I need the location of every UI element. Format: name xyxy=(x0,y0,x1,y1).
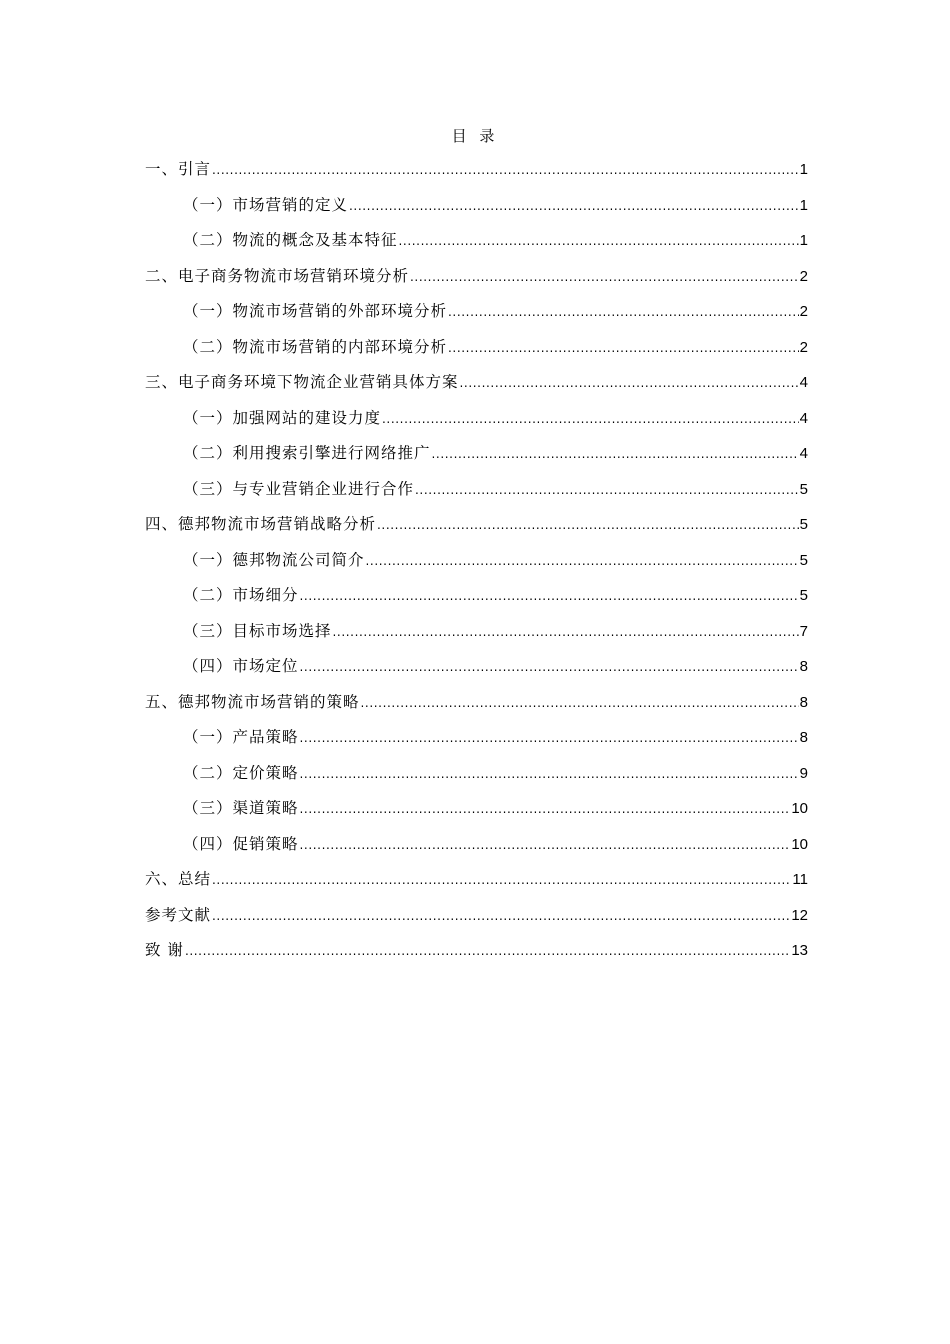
toc-entry-page-number: 7 xyxy=(799,622,808,640)
toc-entry-label: 一、引言 xyxy=(145,160,212,178)
toc-entry-page-number: 10 xyxy=(791,800,808,817)
toc-dot-leader xyxy=(366,544,799,580)
toc-entry[interactable] xyxy=(145,720,808,756)
toc-entry-page-number: 8 xyxy=(799,729,808,746)
toc-entry-page-number: 1 xyxy=(799,196,808,214)
toc-entry-label: （一）德邦物流公司简介 xyxy=(183,550,365,569)
toc-entry[interactable] xyxy=(145,862,808,898)
toc-entry-label: （二）定价策略 xyxy=(183,763,299,782)
toc-entry[interactable] xyxy=(145,898,808,934)
toc-entry[interactable] xyxy=(145,223,808,259)
toc-dot-leader xyxy=(212,899,790,935)
toc-dot-leader xyxy=(300,828,791,864)
toc-entry-page-number: 4 xyxy=(799,374,808,391)
toc-dot-leader xyxy=(212,863,791,899)
toc-entry-label: 三、电子商务环境下物流企业营销具体方案 xyxy=(145,373,459,391)
toc-dot-leader xyxy=(399,224,799,260)
toc-entry-page-number: 12 xyxy=(791,906,808,924)
toc-entry-page-number: 8 xyxy=(799,693,808,711)
toc-entry[interactable] xyxy=(145,827,808,863)
toc-dot-leader xyxy=(448,295,799,331)
toc-entry-page-number: 9 xyxy=(799,764,808,782)
toc-entry[interactable] xyxy=(145,543,808,579)
toc-entry[interactable] xyxy=(145,933,808,969)
toc-entry-label: 二、电子商务物流市场营销环境分析 xyxy=(145,266,410,285)
toc-entry-page-number: 2 xyxy=(799,303,808,320)
toc-entry[interactable] xyxy=(145,756,808,792)
toc-entry-page-number: 5 xyxy=(799,551,808,569)
toc-entry-label: （一）物流市场营销的外部环境分析 xyxy=(183,302,448,320)
toc-entry-label: 六、总结 xyxy=(145,870,212,888)
toc-entry-label: （三）渠道策略 xyxy=(183,799,299,817)
toc-dot-leader xyxy=(460,366,799,402)
toc-dot-leader xyxy=(415,473,799,509)
toc-entry-label: 五、德邦物流市场营销的策略 xyxy=(145,692,360,711)
toc-entry-label: （一）产品策略 xyxy=(183,728,299,746)
toc-entry[interactable] xyxy=(145,365,808,401)
toc-dot-leader xyxy=(361,686,799,722)
toc-entry-label: （四）市场定位 xyxy=(183,657,299,675)
toc-entry-label: （二）利用搜索引擎进行网络推广 xyxy=(183,444,431,462)
toc-entry[interactable] xyxy=(145,791,808,827)
toc-entry[interactable] xyxy=(145,614,808,650)
toc-entry-label: 参考文献 xyxy=(145,905,212,924)
toc-entry-page-number: 1 xyxy=(799,232,808,249)
toc-entry-label: （一）加强网站的建设力度 xyxy=(183,408,382,427)
toc-entry[interactable] xyxy=(145,649,808,685)
toc-entry-page-number: 11 xyxy=(792,871,808,888)
toc-dot-leader xyxy=(185,934,790,970)
toc-entry[interactable] xyxy=(145,685,808,721)
toc-title: 目 录 xyxy=(451,127,499,145)
toc-entry-page-number: 2 xyxy=(799,267,808,285)
toc-entry-page-number: 4 xyxy=(799,409,808,427)
toc-entry-label: （二）市场细分 xyxy=(183,586,299,604)
toc-entry-page-number: 1 xyxy=(799,161,808,178)
toc-dot-leader xyxy=(349,189,799,225)
toc-dot-leader xyxy=(410,260,799,296)
toc-entry[interactable] xyxy=(145,578,808,614)
toc-entry-page-number: 5 xyxy=(799,587,808,604)
toc-entry-page-number: 8 xyxy=(799,658,808,675)
toc-dot-leader xyxy=(377,508,799,544)
toc-entry[interactable] xyxy=(145,472,808,508)
toc-entry-page-number: 10 xyxy=(791,835,808,853)
toc-entry-label: （三）与专业营销企业进行合作 xyxy=(183,479,415,498)
toc-dot-leader xyxy=(300,721,799,757)
toc-entry[interactable] xyxy=(145,188,808,224)
toc-dot-leader xyxy=(382,402,799,438)
toc-dot-leader xyxy=(448,331,799,367)
toc-dot-leader xyxy=(432,437,799,473)
toc-entry[interactable] xyxy=(145,259,808,295)
toc-dot-leader xyxy=(300,650,799,686)
toc-entry-label: （二）物流市场营销的内部环境分析 xyxy=(183,337,448,356)
toc-dot-leader xyxy=(300,792,791,828)
toc-entry-page-number: 2 xyxy=(799,338,808,356)
toc-dot-leader xyxy=(212,153,799,189)
toc-entry-page-number: 13 xyxy=(791,942,808,959)
toc-entry[interactable] xyxy=(145,436,808,472)
toc-entry[interactable] xyxy=(145,507,808,543)
toc-entry-label: （三）目标市场选择 xyxy=(183,621,332,640)
toc-dot-leader xyxy=(300,757,799,793)
toc-entry[interactable] xyxy=(145,330,808,366)
toc-entry-label: （四）促销策略 xyxy=(183,834,299,853)
table-of-contents xyxy=(145,152,808,969)
toc-dot-leader xyxy=(333,615,799,651)
toc-entry[interactable] xyxy=(145,294,808,330)
toc-entry-label: 四、德邦物流市场营销战略分析 xyxy=(145,515,377,533)
toc-entry[interactable] xyxy=(145,152,808,188)
toc-entry-page-number: 5 xyxy=(799,516,808,533)
toc-entry-label: （一）市场营销的定义 xyxy=(183,195,349,214)
toc-entry-label: 致 谢 xyxy=(145,941,184,959)
toc-entry[interactable] xyxy=(145,401,808,437)
toc-dot-leader xyxy=(300,579,799,615)
toc-entry-label: （二）物流的概念及基本特征 xyxy=(183,231,398,249)
toc-entry-page-number: 4 xyxy=(799,445,808,462)
toc-entry-page-number: 5 xyxy=(799,480,808,498)
